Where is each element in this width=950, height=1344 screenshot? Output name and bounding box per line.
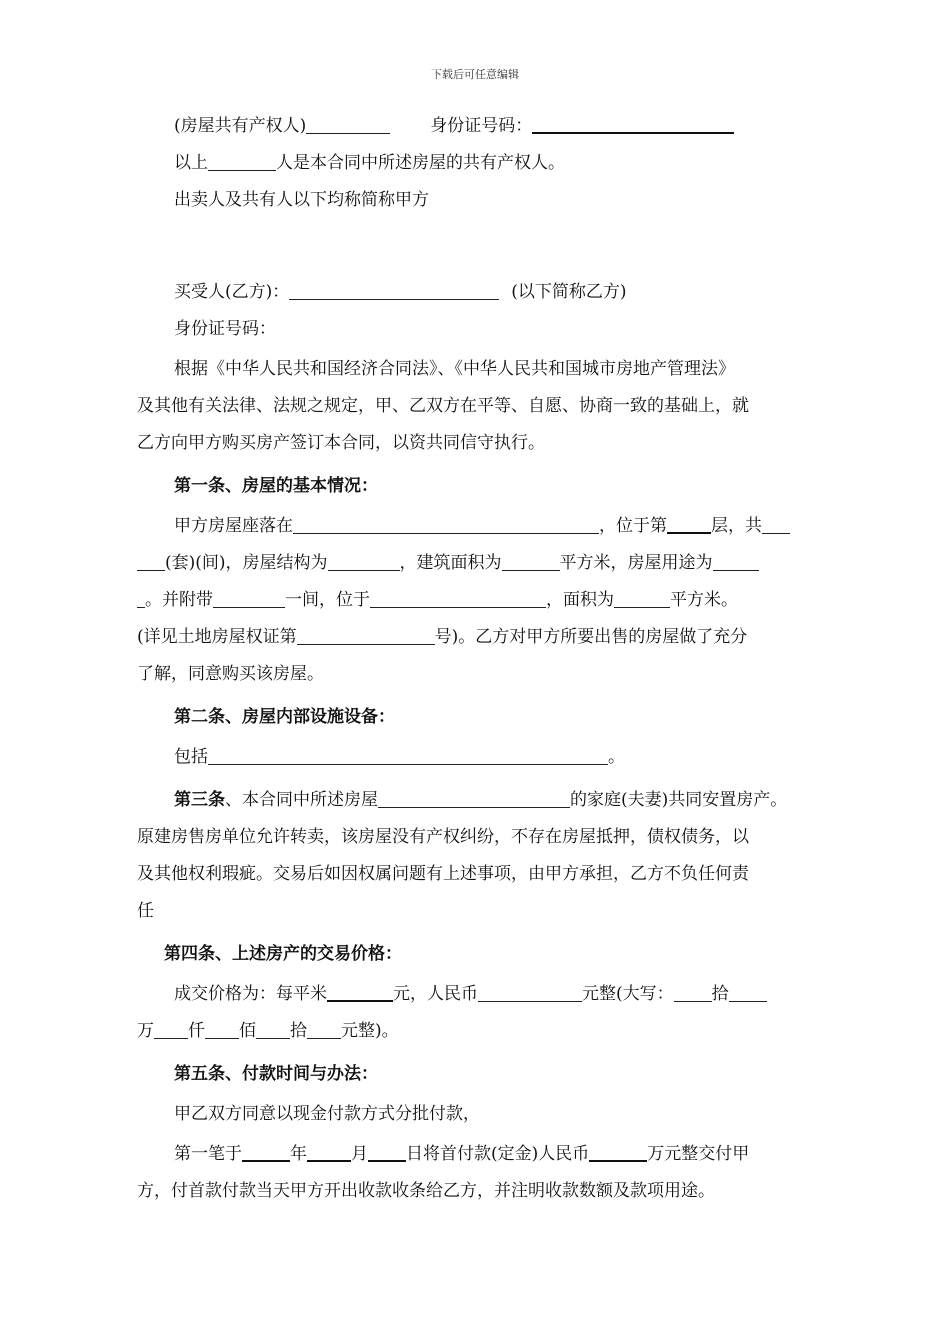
co-owner-line <box>137 108 833 145</box>
area-blank[interactable] <box>502 553 560 571</box>
art1-l2-b: ，建筑面积为 <box>399 553 502 573</box>
article-4-line-2 <box>137 1013 833 1050</box>
usage-blank-b[interactable] <box>137 590 145 608</box>
art4-l1-a: 成交价格为：每平米 <box>174 984 327 1004</box>
structure-blank[interactable] <box>328 553 400 571</box>
art3-l4: 任 <box>137 901 154 921</box>
art3-l1-a: 、本合同中所述房屋 <box>225 790 378 810</box>
art1-l1-a: 甲方房屋座落在 <box>174 516 293 536</box>
art5-l2-c: 月 <box>351 1144 368 1164</box>
payment-year-blank[interactable] <box>242 1143 290 1162</box>
payment-month-blank[interactable] <box>307 1143 351 1162</box>
article-4-title <box>137 936 833 973</box>
basis-line-3 <box>137 425 833 462</box>
article-3-title: 第三条 <box>174 790 225 810</box>
art1-l5: 了解，同意购买该房屋。 <box>137 664 324 684</box>
buyer-id-line <box>137 311 833 348</box>
facilities-blank[interactable] <box>208 747 608 765</box>
house-description-blank[interactable] <box>378 790 570 808</box>
article-1-line-5 <box>137 656 833 693</box>
upper-ten-thousands-blank[interactable] <box>674 984 712 1002</box>
art4-l2-b: 仟 <box>188 1021 205 1041</box>
art1-l3-b: 一间，位于 <box>285 590 370 610</box>
total-price-blank[interactable] <box>478 984 582 1002</box>
co-owner-pre: 以上 <box>174 153 208 173</box>
upper-qian-blank[interactable] <box>205 1021 239 1039</box>
art1-l3-c: ，面积为 <box>546 590 614 610</box>
page-header: 下载后可任意编辑 <box>431 68 519 81</box>
art1-l4-b: 号)。乙方对甲方所要出售的房屋做了充分 <box>434 627 748 647</box>
upper-ten-blank[interactable] <box>729 984 767 1002</box>
article-5-title <box>137 1056 833 1093</box>
price-per-sqm-blank[interactable] <box>327 983 393 1002</box>
art4-l1-c: 元整(大写： <box>582 984 674 1004</box>
art5-l2-b: 年 <box>290 1144 307 1164</box>
basis-text-3: 乙方向甲方购买房产签订本合同，以资共同信守执行。 <box>137 433 545 453</box>
art4-l1-d: 拾 <box>711 984 729 1004</box>
art1-l3-d: 平方米。 <box>670 590 738 610</box>
article-1-line-3 <box>137 582 833 619</box>
art4-l1-b: 元，人民币 <box>393 984 478 1004</box>
article-3-line-1 <box>137 782 833 819</box>
annex-area-blank[interactable] <box>614 590 670 608</box>
total-floors-blank-a[interactable] <box>762 516 790 534</box>
seller-note-line <box>137 182 833 219</box>
basis-line-1 <box>137 351 833 388</box>
article-2-title-text: 第二条、房屋内部设施设备： <box>174 707 395 727</box>
art1-l1-b: ，位于第 <box>599 516 667 536</box>
art5-l2-e: 万元整交付甲 <box>647 1144 750 1164</box>
art2-l1-a: 包括 <box>174 747 208 767</box>
id-label-1: 身份证号码： <box>430 116 533 136</box>
buyer-name-blank[interactable] <box>289 282 499 300</box>
total-floors-blank-b[interactable] <box>137 553 165 571</box>
art4-l2-a: 万 <box>137 1021 154 1041</box>
article-5-line-2 <box>137 1136 833 1173</box>
art3-l3: 及其他权利瑕疵。交易后如因权属问题有上述事项，由甲方承担，乙方不负任何责 <box>137 864 749 884</box>
art1-l4-a: (详见土地房屋权证第 <box>137 627 297 647</box>
article-1-title <box>137 468 833 505</box>
article-1-line-2 <box>137 545 833 582</box>
buyer-label: 买受人(乙方)： <box>174 282 290 302</box>
article-3-line-2 <box>137 819 833 856</box>
art1-l3-a: 。并附带 <box>145 590 213 610</box>
annex-location-blank[interactable] <box>370 590 546 608</box>
art5-l1: 甲乙双方同意以现金付款方式分批付款， <box>174 1104 480 1124</box>
co-owner-label: (房屋共有产权人) <box>174 116 307 136</box>
art3-l2: 原建房售房单位允许转卖，该房屋没有产权纠纷，不存在房屋抵押，债权债务，以 <box>137 827 749 847</box>
article-1-title-text: 第一条、房屋的基本情况： <box>174 476 378 496</box>
co-owner-note-line <box>137 145 833 182</box>
usage-blank-a[interactable] <box>713 553 759 571</box>
co-owner-count-blank[interactable] <box>208 153 276 171</box>
buyer-suffix: (以下简称乙方) <box>511 282 627 302</box>
art4-l2-e: 元整)。 <box>341 1021 399 1041</box>
art1-l2-c: 平方米，房屋用途为 <box>559 553 713 573</box>
article-2-line-1 <box>137 739 833 776</box>
art5-l2-d: 日将首付款(定金)人民币 <box>406 1144 590 1164</box>
co-owner-post: 人是本合同中所述房屋的共有产权人。 <box>276 153 565 173</box>
co-owner-name-blank[interactable] <box>306 116 390 134</box>
article-1-line-4 <box>137 619 833 656</box>
article-3-line-4 <box>137 893 833 930</box>
floor-blank[interactable] <box>667 515 711 534</box>
basis-text-2: 及其他有关法律、法规之规定，甲、乙双方在平等、自愿、协商一致的基础上，就 <box>137 396 749 416</box>
art2-l1-b: 。 <box>608 747 625 767</box>
upper-bai-blank[interactable] <box>256 1021 290 1039</box>
article-4-line-1 <box>137 976 833 1013</box>
article-1-line-1 <box>137 508 833 545</box>
article-5-line-1 <box>137 1096 833 1133</box>
upper-shi-blank[interactable] <box>307 1021 341 1039</box>
art4-l2-d: 拾 <box>290 1021 307 1041</box>
certificate-number-blank[interactable] <box>297 627 435 645</box>
art1-l2-a: (套)(间)，房屋结构为 <box>165 553 328 573</box>
article-5-title-text: 第五条、付款时间与办法： <box>174 1064 378 1084</box>
house-location-blank[interactable] <box>293 516 599 534</box>
co-owner-id-blank[interactable] <box>532 115 734 134</box>
art5-l3: 方，付首款付款当天甲方开出收款收条给乙方，并注明收款数额及款项用途。 <box>137 1181 715 1201</box>
basis-text-1: 根据《中华人民共和国经济合同法》、《中华人民共和国城市房地产管理法》 <box>174 359 735 379</box>
art5-l2-a: 第一笔于 <box>174 1144 242 1164</box>
art3-l1-b: 的家庭(夫妻)共同安置房产。 <box>570 790 788 810</box>
article-4-title-text: 第四条、上述房产的交易价格： <box>164 944 402 964</box>
upper-wan-blank[interactable] <box>154 1021 188 1039</box>
article-5-line-3 <box>137 1173 833 1210</box>
basis-line-2 <box>137 388 833 425</box>
seller-note: 出卖人及共有人以下均称简称甲方 <box>174 190 429 210</box>
article-3-line-3 <box>137 856 833 893</box>
art4-l2-c: 佰 <box>239 1021 256 1041</box>
contract-body <box>137 108 833 1210</box>
buyer-line <box>137 274 833 311</box>
deposit-amount-blank[interactable] <box>589 1143 647 1162</box>
art1-l1-c: 层，共 <box>711 516 762 536</box>
id-label-2: 身份证号码： <box>174 319 276 339</box>
article-2-title <box>137 699 833 736</box>
annex-blank[interactable] <box>213 590 285 608</box>
payment-day-blank[interactable] <box>368 1143 406 1162</box>
